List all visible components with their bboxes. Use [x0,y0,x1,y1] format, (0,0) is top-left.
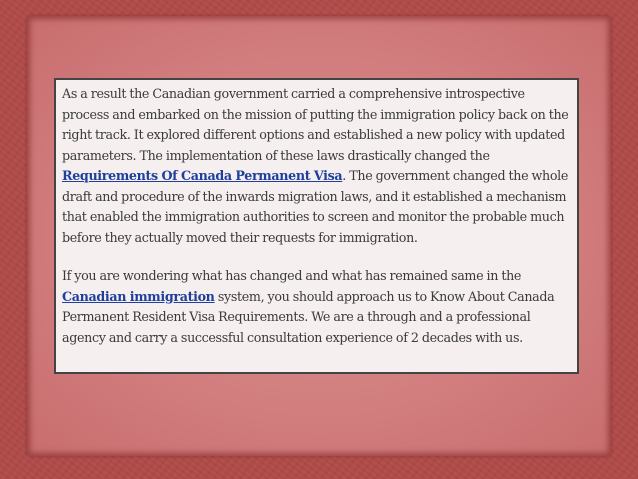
paragraph-2-text-after: system, you should approach us to Know About Canada Permanent Resident Visa Requirements. We are a through and a professional agency and carry a successful consultation experience of 2 decades with us. [62,288,555,345]
canadian-immigration-link[interactable]: Canadian immigration [62,288,215,304]
paragraph-2-text-before: If you are wondering what has changed and what has remained same in the [62,268,522,283]
paragraph-1-text-before: As a result the Canadian government carried a comprehensive introspective process and embarked on the mission of putting the immigration policy back on the right track. It explored different options and established a new policy with updated parameters. The implementation of these laws drastically changed the [62,86,569,163]
paragraph-2 [62,266,571,348]
requirements-canada-permanent-visa-link[interactable]: Requirements Of Canada Permanent Visa [62,168,343,183]
paragraph-1-text-after: . The government changed the whole draft and procedure of the inwards migration laws, and it established a mechanism that enabled the immigration authorities to screen and monitor the probable much before they actually moved their requests for immigration. [62,168,568,245]
paragraph-1 [62,84,571,248]
text-box [54,78,579,374]
